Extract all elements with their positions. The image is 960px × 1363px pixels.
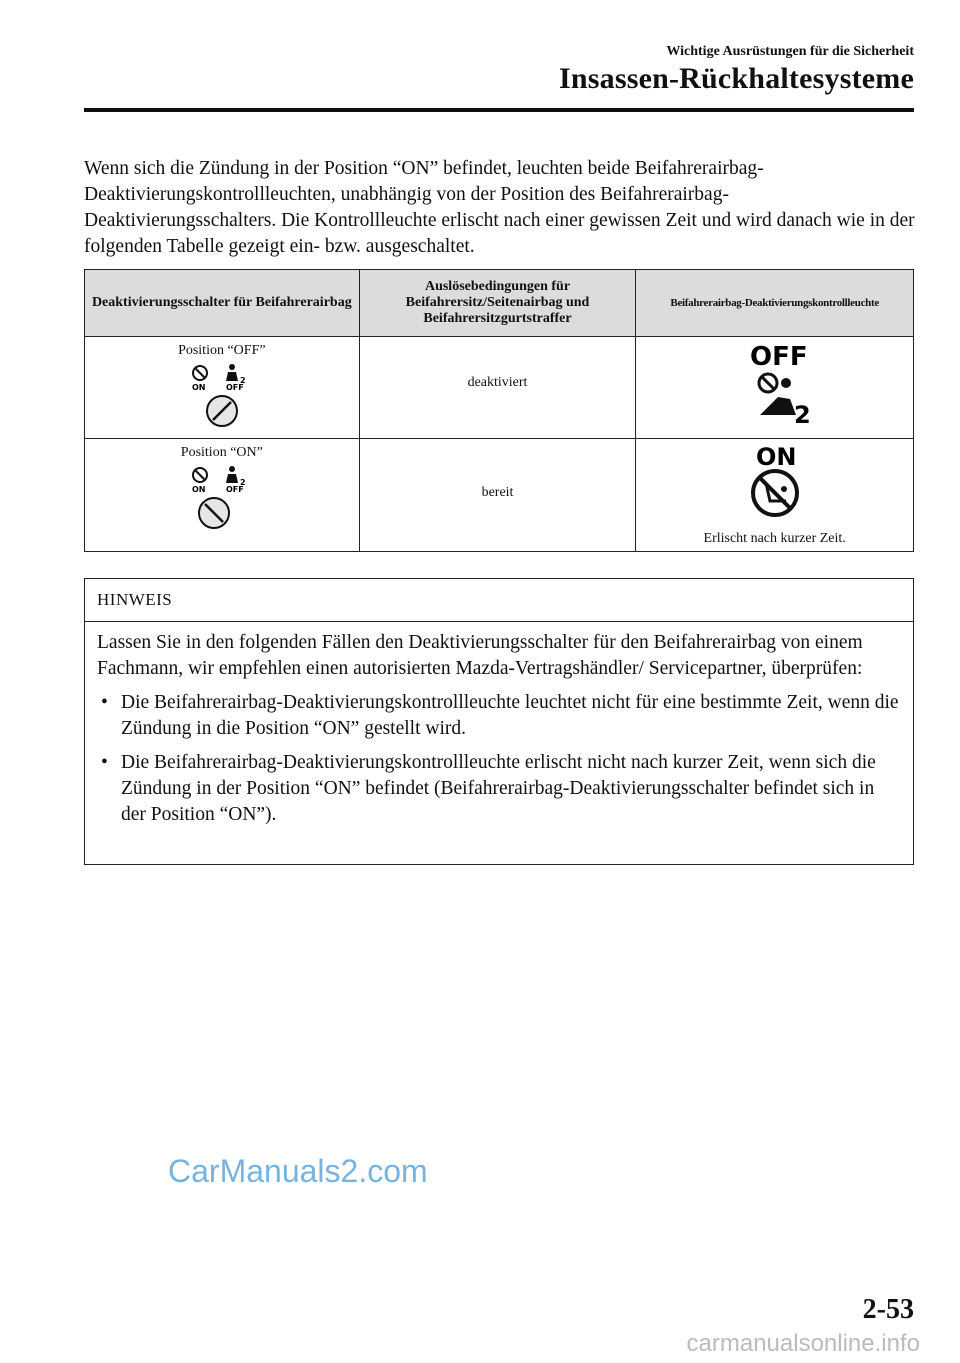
section-subtitle: Wichtige Ausrüstungen für die Sicherheit [666,44,914,59]
note-box [84,578,914,865]
page-title: Insassen-Rückhaltesysteme [558,62,914,95]
svg-text:2: 2 [239,478,246,487]
table-header-row [85,270,914,337]
indicator-cell [636,439,914,552]
svg-text:2: 2 [239,376,246,385]
condition-cell [359,439,636,552]
condition-text: deaktiviert [467,375,528,390]
header-switch: Deaktivierungsschalter für Beifahrerairbag [85,270,360,337]
switch-cell [85,337,360,439]
svg-text:OFF: OFF [225,485,244,494]
header-conditions: Auslösebedingungen für Beifahrersitz/Seitenairbag und Beifahrersitzgurtstraffer [359,270,636,337]
indicator-note: Erlischt nach kurzer Zeit. [703,531,846,546]
header-indicator: Beifahrerairbag-Deaktivierungskontrollleuchte [636,270,914,337]
svg-text:ON: ON [191,383,206,392]
note-text: Lassen Sie in den folgenden Fällen den Deaktivierungsschalter für den Beifahrerairbag von einem Fachmann, wir empfehlen einen autorisierten Mazda-Vertragshändler/ Servicepartner, überprüfen: [97,632,863,679]
svg-text:2: 2 [793,401,811,427]
airbag-off-indicator-icon [730,337,820,427]
bullet-text: Die Beifahrerairbag-Deaktivierungskontrollleuchte erlischt nicht nach kurzer Zeit, wenn sich die Zündung in der Position “ON” befindet (Beifahrerairbag-Deaktivierungsschalter befindet sich in der Position “ON”). [121,752,876,825]
svg-text:ON: ON [191,485,206,494]
table-row [85,439,914,552]
condition-cell [359,337,636,439]
switch-cell [85,439,360,552]
header-rule [84,108,914,112]
page-number: 2-53 [862,1294,914,1325]
airbag-on-indicator-icon [730,439,820,519]
svg-text:OFF: OFF [749,342,808,372]
condition-text: bereit [481,485,514,500]
indicator-cell [636,337,914,439]
bullet-text: Die Beifahrerairbag-Deaktivierungskontrollleuchte leuchtet nicht für eine bestimmte Zeit, wenn die Zündung in die Position “ON” gestellt wird. [121,692,899,739]
list-item [97,690,901,742]
intro-paragraph: Wenn sich die Zündung in der Position “ON” befindet, leuchten beide Beifahrerairbag-Deaktivierungskontrollleuchten, unabhängig von der Position des Beifahrerairbag-Deaktivierungsschalters. Die Kontrollleuchte erlischt nach einer gewissen Zeit und wird danach wie in der folgenden Tabelle gezeigt ein- bzw. ausgeschaltet. [84,158,915,257]
note-body [85,622,913,828]
airbag-status-table [84,269,914,552]
airbag-switch-off-icon [180,359,264,429]
position-label: Position “OFF” [178,343,266,358]
bullet-icon: • [101,692,108,713]
svg-text:OFF: OFF [225,383,244,392]
footer-watermark: carmanualsonline.info [686,1330,920,1357]
note-heading: HINWEIS [85,579,913,622]
position-label: Position “ON” [180,445,263,460]
svg-text:ON: ON [755,443,797,471]
list-item [97,750,901,828]
table-row [85,337,914,439]
bullet-icon: • [101,752,108,773]
airbag-switch-on-icon [180,461,264,531]
watermark-logo: CarManuals2.com [168,1153,428,1189]
